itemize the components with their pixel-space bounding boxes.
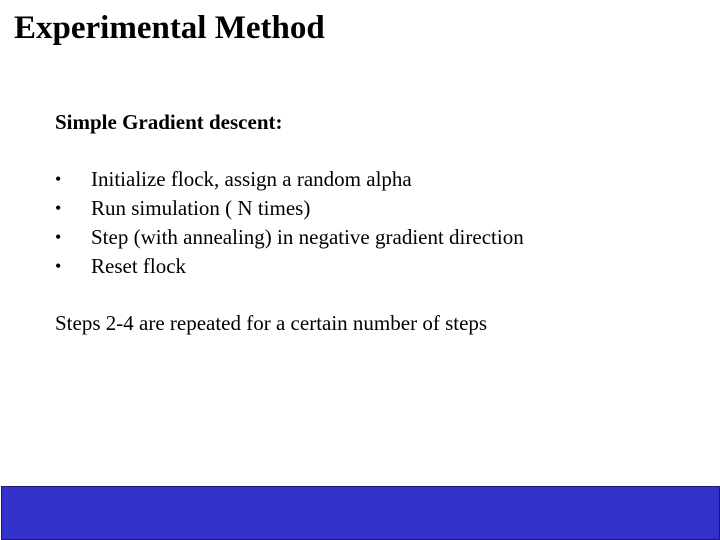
summary-text: Steps 2-4 are repeated for a certain number of steps: [55, 311, 488, 335]
bullet-icon: •: [55, 198, 62, 218]
slide-title: Experimental Method: [14, 10, 325, 46]
bullet-text: Initialize flock, assign a random alpha: [91, 167, 412, 191]
bullet-icon: •: [55, 227, 62, 247]
bullet-text: Reset flock: [91, 254, 187, 278]
bullet-text: Step (with annealing) in negative gradient direction: [91, 225, 524, 249]
footer-bar: [1, 486, 720, 540]
bullet-icon: •: [55, 256, 62, 276]
bullet-text: Run simulation ( N times): [91, 196, 311, 220]
bullet-icon: •: [55, 169, 62, 189]
subheading: Simple Gradient descent:: [55, 110, 283, 134]
